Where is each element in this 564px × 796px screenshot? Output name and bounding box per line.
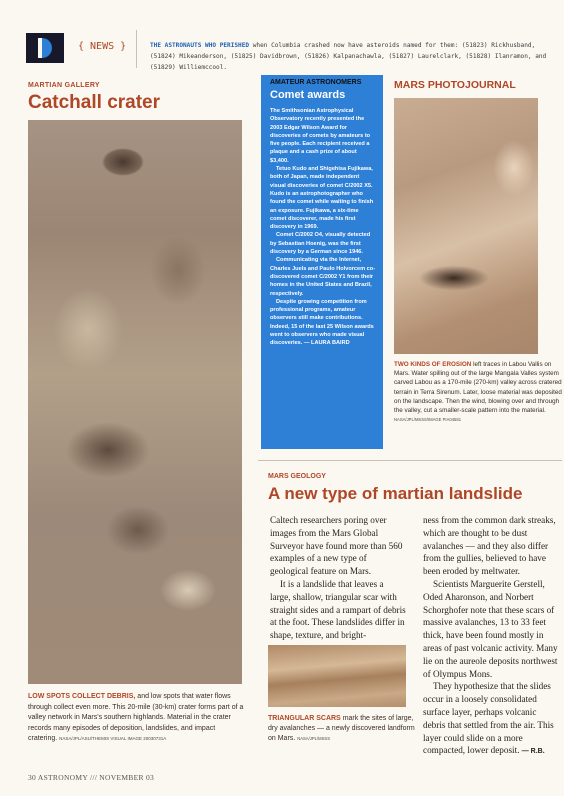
photojournal-title: MARS PHOTOJOURNAL xyxy=(394,79,516,91)
article-paragraph: Scientists Marguerite Gerstell, Oded Aharonson, and Norbert Schorghofer note that these scars of massive avalanches, 13 to 33 feet thick, have been found mostly in areas of past volcanic activity. Many lie on the aureole deposits northwest of Olympus Mons. xyxy=(423,578,558,679)
geology-kicker: MARS GEOLOGY xyxy=(268,473,326,480)
amateur-paragraph: Tetuo Kudo and Shigehisa Fujikawa, both of Japan, made independent visual discoveries of comet C/2002 X5. Kudo is an astrophotographer who found the comet while waiting to finish an exposure. Fujikawa, a six-time comet discoverer, made his first discovery in 1969. xyxy=(270,166,374,231)
news-body: when Columbia crashed now have asteroids named for them: (51823) Rickhusband, (51824) Mikeanderson, (51825) Davidbrown, (51826) Kalpanachawla, (51827) Laurelclark, (51828) Ilanramon, and (51829) Williemccool. xyxy=(150,42,547,71)
article-paragraph: ness from the common dark streaks, which are thought to be dust avalanches — and they also differ from the gullies, believed to have been eroded by meltwater. xyxy=(423,515,556,577)
amateur-paragraph: The Smithsonian Astrophysical Observatory recently presented the 2003 Edgar Wilson Award for discoveries of comets by amateurs to five people. Each recipient received a plaque and a cash prize of about $3,400. xyxy=(270,108,371,164)
news-tag: { NEWS } xyxy=(78,41,127,52)
news-logo-icon xyxy=(26,33,64,63)
news-brief xyxy=(150,40,558,73)
crater-photo xyxy=(28,120,242,684)
scar-credit: NASA/JPL/MSSS xyxy=(297,736,331,742)
news-lead: THE ASTRONAUTS WHO PERISHED xyxy=(150,42,250,49)
photojournal-caption xyxy=(394,360,562,424)
amateur-paragraph: Communicating via the Internet, Charles Juels and Paulo Holvorcem co-discovered comet C/2002 Y1 from their homes in the United States and Brazil, respectively. xyxy=(270,257,376,297)
labou-vallis-photo xyxy=(394,98,538,354)
scar-caption-text: mark the sites of large, dry avalanches — a newly discovered landform on Mars. xyxy=(268,715,415,743)
crater-caption xyxy=(28,692,246,745)
author-signoff: — R.B. xyxy=(521,748,545,756)
crater-caption-lead: LOW SPOTS COLLECT DEBRIS, xyxy=(28,693,136,700)
article-column-1 xyxy=(270,514,406,642)
crater-caption-text: and low spots that water flows through collect even more. This 20-mile (30-km) crater forms part of a valley network in Mars's southern highlands. Material in the crater records many episodes of deposition, landslides, and impact cratering. xyxy=(28,693,244,742)
news-divider xyxy=(136,30,137,68)
amateur-title: Comet awards xyxy=(270,89,346,101)
section-divider xyxy=(258,460,562,461)
triangular-scars-photo xyxy=(268,645,406,707)
amateur-kicker: AMATEUR ASTRONOMERS xyxy=(270,79,362,86)
photojournal-caption-text: left traces in Labou Vallis on Mars. Water spilling out of the large Mangala Valles system carved Labou as a 170-mile (270-km) valley across cratered terrain in Terra Sirenum. Later, loose material was deposited on the landscape. Then the wind, blowing over and through the valley, cut a smaller-scale pattern into the material. xyxy=(394,361,562,415)
photojournal-caption-lead: TWO KINDS OF EROSION xyxy=(394,361,472,368)
article-column-2 xyxy=(423,514,559,759)
article-text: They hypothesize that the slides occur in a loosely consolidated surface layer, perhaps volcanic debris that settled from the air. This layer could slide on a more compacted, lower deposit. xyxy=(423,681,554,756)
photojournal-credit: NASA/JPL/MSSS/IMAGE PIA04581 xyxy=(394,417,462,423)
gallery-title: Catchall crater xyxy=(28,92,161,113)
scar-caption-lead: TRIANGULAR SCARS xyxy=(268,715,341,722)
scar-caption xyxy=(268,714,416,745)
article-paragraph xyxy=(423,680,559,759)
page-footer: 30 ASTRONOMY /// NOVEMBER 03 xyxy=(28,773,155,782)
amateur-paragraph: Comet C/2002 O4, visually detected by Sebastian Hoenig, was the first discovery by a German since 1946. xyxy=(270,232,371,256)
gallery-kicker: MARTIAN GALLERY xyxy=(28,82,100,89)
crater-credit: NASA/JPL/ASU/THEMIS VISUAL IMAGE 20030731A xyxy=(59,736,167,741)
article-paragraph: Caltech researchers poring over images from the Mars Global Surveyor have found more than 560 examples of a new type of geological feature on Mars. xyxy=(270,515,403,577)
article-paragraph: It is a landslide that leaves a large, shallow, triangular scar with straight sides and a rampart of debris at the foot. These landslides differ in shape, texture, and bright- xyxy=(270,578,406,641)
amateur-paragraph: Despite growing competition from professional programs, amateur observers still make contributions. Indeed, 15 of the last 25 Wilson awards went to observers who made visual discoveries. — LAURA BAIRD xyxy=(270,298,374,347)
geology-title: A new type of martian landslide xyxy=(268,484,523,503)
amateur-body xyxy=(270,107,376,348)
